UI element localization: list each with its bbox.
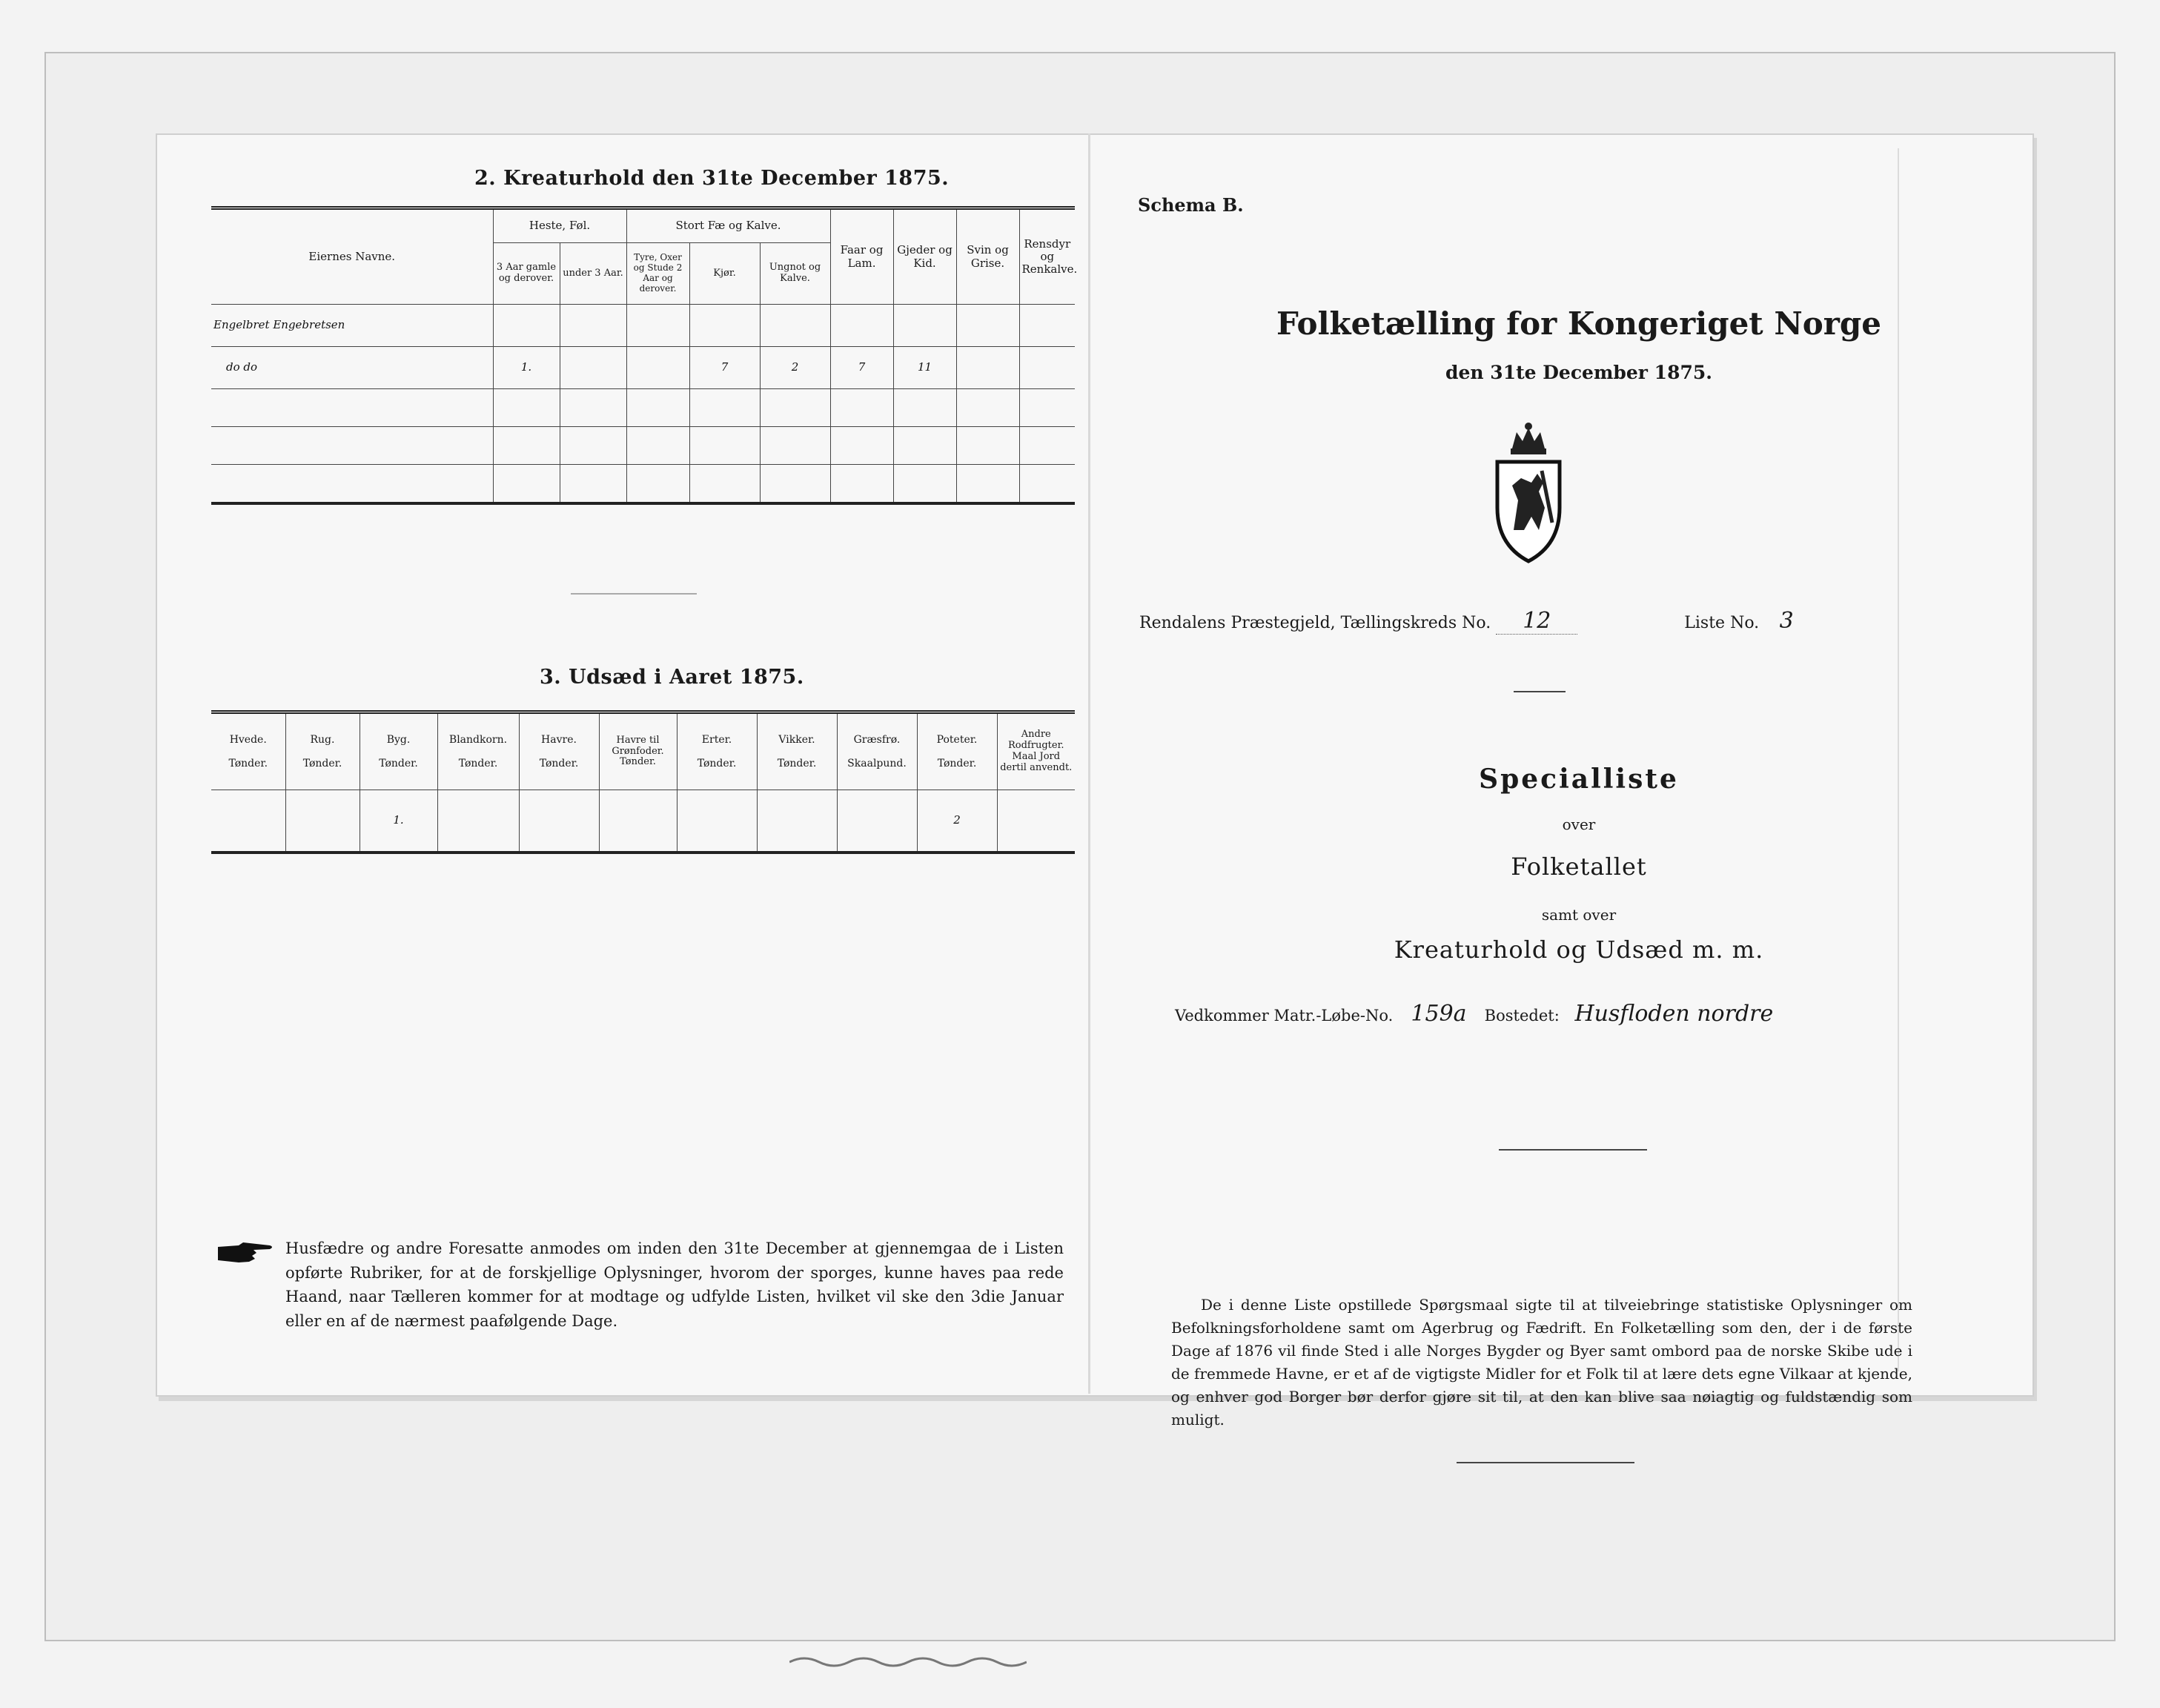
header-cattle: Stort Fæ og Kalve. — [626, 208, 830, 243]
divider-short — [571, 593, 697, 595]
instructions-notice: Husfædre og andre Foresatte anmodes om inden den 31te December at gjennemgaa de i Listen opførte Rubriker, for at de forskjellige Oplysninger, hvorom der sporges, kunne haves paa rede Haand, naar Tælleren kommer for at modtage og udfylde Listen, hvilket vil ske den 3die Januar eller en af de nærmest paafølgende Dage. — [285, 1239, 1064, 1330]
header-cattle-cows: Kjør. — [689, 243, 760, 305]
matr-line — [1175, 1001, 1773, 1027]
page-fold — [1088, 133, 1090, 1394]
livestock-table — [211, 206, 1078, 505]
sow-h-rug: Rug. Tønder. — [285, 712, 360, 790]
samt-over-text: samt over — [1541, 906, 1617, 924]
row1-reindeer — [1019, 305, 1075, 347]
liste-number: 3 — [1779, 608, 1794, 634]
matr-number: 159a — [1411, 1001, 1467, 1027]
district-label: Rendalens Præstegjeld, Tællingskreds No. — [1139, 614, 1491, 632]
sow-v-graesfro — [837, 790, 917, 853]
sow-h-hvede: Hvede. Tønder. — [211, 712, 285, 790]
sow-h-blandkorn: Blandkorn. Tønder. — [437, 712, 519, 790]
over-text: over — [1562, 815, 1596, 833]
sow-v-hvede — [211, 790, 285, 853]
sowing-table — [211, 710, 1075, 854]
info-paragraph: De i denne Liste opstillede Spørgsmaal sigte til at tilveiebringe statistiske Oplysninger om Befolkningsforholdene samt om Agerbrug og Fædrift. En Folketælling som den, der i de første Dage af 1876 vil finde Sted i alle Norges Bygder og Byer samt ombord paa de norske Skibe ude i de fremmede Havne, er et af de vigtigste Midler for et Folk til at lære dets egne Vilkaar at kjende, og enhver god Borger bør derfor gjøre sit til, at den kan blive saa nøiagtig og fuldstændig som muligt. — [1171, 1296, 1912, 1429]
section2-title: 2. Kreaturhold den 31te December 1875. — [474, 167, 950, 190]
liste-label: Liste No. — [1684, 614, 1760, 632]
header-cattle-bulls: Tyre, Oxer og Stude 2 Aar og derover. — [626, 243, 689, 305]
sow-h-byg: Byg. Tønder. — [360, 712, 437, 790]
sow-v-gronfoder — [599, 790, 677, 853]
sow-h-poteter: Poteter. Tønder. — [917, 712, 997, 790]
row2-pigs — [956, 347, 1019, 389]
header-pigs: Svin og Grise. — [956, 208, 1019, 305]
sow-h-gronfoder: Havre til Grønfoder. Tønder. — [599, 712, 677, 790]
row2-horses-young — [560, 347, 626, 389]
row2-bulls — [626, 347, 689, 389]
sow-v-rug — [285, 790, 360, 853]
sow-v-byg: 1. — [360, 790, 437, 853]
row2-cows: 7 — [689, 347, 760, 389]
divider-3 — [1457, 1462, 1634, 1463]
bleed-through-edge — [1898, 148, 2018, 1371]
header-reindeer: Rensdyr og Renkalve. — [1019, 208, 1075, 305]
divider-1 — [1514, 691, 1566, 692]
header-horses-old: 3 Aar gamle og derover. — [493, 243, 560, 305]
header-sheep: Faar og Lam. — [830, 208, 893, 305]
sow-v-erter — [677, 790, 757, 853]
sow-v-rodfrugter — [997, 790, 1075, 853]
row2-reindeer — [1019, 347, 1075, 389]
row2-horses-old: 1. — [493, 347, 560, 389]
sow-v-havre — [519, 790, 599, 853]
header-owner: Eiernes Navne. — [211, 208, 493, 305]
sow-v-vikker — [757, 790, 837, 853]
kreaturhold-text: Kreaturhold og Udsæd m. m. — [1394, 936, 1764, 964]
row1-young — [760, 305, 830, 347]
sow-v-poteter: 2 — [917, 790, 997, 853]
bosted-label: Bostedet: — [1484, 1007, 1560, 1025]
census-date: den 31te December 1875. — [1445, 362, 1712, 383]
sow-h-graesfro: Græsfrø. Skaalpund. — [837, 712, 917, 790]
district-line — [1139, 608, 1809, 635]
row1-goats — [893, 305, 956, 347]
bosted-value: Husfloden nordre — [1574, 1001, 1774, 1027]
sow-v-blandkorn — [437, 790, 519, 853]
row1-horses-old — [493, 305, 560, 347]
row1-horses-young — [560, 305, 626, 347]
district-number: 12 — [1496, 608, 1577, 635]
header-horses-young: under 3 Aar. — [560, 243, 626, 305]
folketallet-text: Folketallet — [1511, 853, 1647, 881]
bottom-scribble-mark — [789, 1653, 1027, 1668]
specialliste-heading: Specialliste — [1479, 764, 1679, 795]
schema-label: Schema B. — [1138, 194, 1244, 216]
header-goats: Gjeder og Kid. — [893, 208, 956, 305]
row2-sheep: 7 — [830, 347, 893, 389]
row1-bulls — [626, 305, 689, 347]
row2-young: 2 — [760, 347, 830, 389]
sow-h-rodfrugter: Andre Rodfrugter. Maal Jord dertil anvendt. — [997, 712, 1075, 790]
divider-2 — [1499, 1149, 1647, 1151]
section3-title: 3. Udsæd i Aaret 1875. — [540, 666, 804, 689]
norway-coat-of-arms-icon — [1484, 419, 1573, 567]
sow-h-vikker: Vikker. Tønder. — [757, 712, 837, 790]
owner-row-1: Engelbret Engebretsen — [211, 305, 493, 347]
owner-row-2: do do — [211, 347, 493, 389]
row1-cows — [689, 305, 760, 347]
sow-h-erter: Erter. Tønder. — [677, 712, 757, 790]
row1-pigs — [956, 305, 1019, 347]
header-cattle-young: Ungnot og Kalve. — [760, 243, 830, 305]
row1-sheep — [830, 305, 893, 347]
header-horses: Heste, Føl. — [493, 208, 626, 243]
sow-h-havre: Havre. Tønder. — [519, 712, 599, 790]
census-title: Folketælling for Kongeriget Norge — [1276, 305, 1881, 342]
row2-goats: 11 — [893, 347, 956, 389]
matr-label: Vedkommer Matr.-Løbe-No. — [1175, 1007, 1394, 1025]
pointing-hand-icon — [216, 1239, 276, 1266]
